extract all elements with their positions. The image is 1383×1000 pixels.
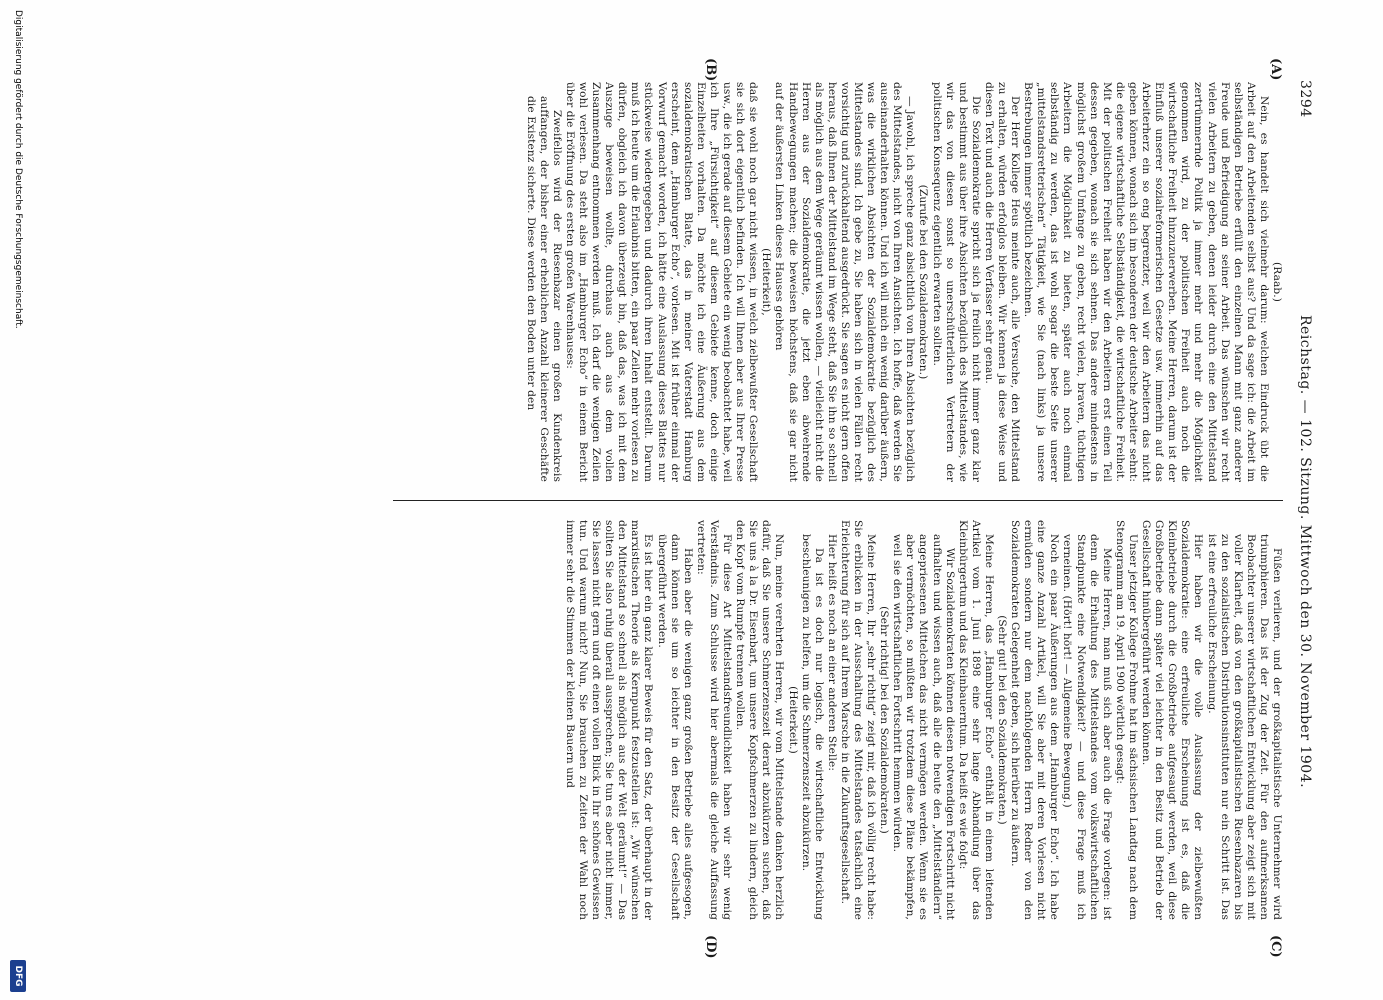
margin-mark-b: (B) [703,58,718,82]
paragraph: Der Herr Kollege Heus meinte auch, alle Versuche, den Mittelstand zu erhalten, würden erfolglos bleiben. Wir kennen ja diese Weise und diesen Text und auch die Herren Verfasser sehr genau. [982,82,1022,482]
quotation: Haben aber die wenigen ganz großen Betriebe alles aufgesogen, dann können sie um so leichter in den Besitz der Gesellschaft übergeführt werden. [655,534,694,920]
paragraph: Hier heißt es noch an einer anderen Stelle: [825,534,838,772]
margin-mark-d: (D) [703,935,718,959]
page-footer [6,0,28,1000]
paragraph: Die Sozialdemokratie spricht sich ja freilich nicht immer ganz klar und bestimmt aus über ihre Absichten bezüglich des Mittelstandes, wie wir das von diesen sonst so unerschütterlichen Vertretern der politischen Konsequenz eigentlich erwarten sollten. [930,82,982,482]
right-column [563,520,1283,920]
paragraph: Hier haben wir die volle Auslassung der zielbewußten Sozialdemokratie: eine erfreuliche Erscheinung ist es, daß die Kleinbetriebe durch die Großbetriebe aufgesaugt werden, weil diese Großbetriebe dann später viel leichter in den Besitz und Betrieb der Gesellschaft hinübergeführt werden können. [1140,520,1205,920]
paragraph: Unser jetziger Kollege Frohme hat im sächsischen Landtag nach dem Stenogramm am 19. April 1900 wörtlich gesagt: [1113,520,1139,920]
quotation: Wir Sozialdemokraten können diesen notwendigen Fortschritt nicht aufhalten und wissen auch, daß alle die heute den „Mittelständlern“ angepriesenen Mittelchen das nicht vermögen werden. Wenn sie es aber vermöchten, so müßten wir trotzdem diese Pläne bekämpfen, weil sie den wirtschaftlichen Fortschritt hemmen würden. [891,534,956,920]
dfg-logo: DFG [10,960,26,992]
interjection: (Sehr richtig! bei den Sozialdemokraten.) [878,606,891,834]
interjection: (Heiterkeit.) [786,686,799,754]
interjection: (Sehr gut! bei den Sozialdemokraten.) [996,615,1009,825]
paragraph: Meine Herren, Ihr „sehr richtig“ zeigt mir, daß ich völlig recht habe: Sie erblicken in der Ausschaltung des Mittelstandes tatsächlich eine Erleichterung für sich auf Ihrem Marsche in die Zukunftsgesellschaft. [838,520,878,920]
quotation: Meine Herren, man muß sich aber auch die Frage vorlegen: ist denn die Erhaltung des Mittelstandes vom volkswirtschaftlichen Standpunkte eine Notwendigkeit? — und diese Frage muß ich verneinen. (Hört! hört! — Allgemeine Bewegung.) [1061,534,1113,920]
speaker-name: (Raab.) [1271,262,1283,302]
paragraph: Es ist hier ein ganz klarer Beweis für den Satz, der überhaupt in der marxistischen Theorie als Kernpunkt festzustellen ist: „Wir wünschen den Mittelstand so schnell als möglich aus der Welt geräumt!“ — Das sollten Sie also ruhig überall aussprechen; Sie tun es aber nicht immer, Sie lassen nicht gern und oft einen vollen Blick in Ihr schönes Gewissen tun. Und warum nicht? Nun, Sie brauchen zu Zeiten der Wahl noch immer sehr die Stimmen der kleinen Bauern und [563,520,655,920]
quotation: Zweifellos wird der Riesenbazar einen großen Kundenkreis auffangen, der bisher einer erheblichen Anzahl kleinerer Geschäfte die Existenz sicherte. Diese werden den Boden unter den [524,96,563,482]
margin-mark-a: (A) [1268,58,1283,81]
column-divider [393,500,1283,501]
paragraph: Nun, meine verehrten Herren, wir vom Mittelstande danken herzlich dafür, daß Sie unsere Schmerzenszeit derart abzukürzen suchen, daß Sie uns à la Dr. Eisenbart, um unsere Kopfschmerzen zu lindern, gleich den Kopf vom Rumpfe trennen wollen. [734,520,786,920]
page-number: 3294 [1297,80,1313,118]
interjection: (Zurufe bei den Sozialdemokraten.) [917,184,930,380]
paragraph: Nein, es handelt sich vielmehr darum: welchen Eindruck übt die Arbeit auf den Arbeitenden selbst aus? Und da sage ich: die Arbeit im selbständigen Betriebe erfüllt den einzelnen Mann mit ganz anderer Freude und Befriedigung an seiner Arbeit. Das wünschen wir recht vielen Arbeitern zu geben, denen leider durch eine den Mittelstand zertrümmernde Politik ja immer mehr und mehr die Möglichkeit genommen wird, zu der politischen Freiheit auch noch die wirtschaftliche Freiheit hinzuzuerwerben. Meine Herren, darum ist der Einfluß unserer sozialreformerischen Gesetze usw. immerhin auf das Arbeiterherz ein so eng begrenzter, weil wir den Arbeitern das nicht geben können, wonach sich im besonderen der deutsche Arbeiter sehnt: die eigene wirtschaftliche Selbständigkeit, die wirtschaftliche Freiheit. Mit der politischen Freiheit haben wir den Arbeitern erst einen Teil dessen gegeben, wonach sie sich sehnen. Das andere mindestens in möglichst großem Umfange zu geben, recht vielen, braven, tüchtigen Arbeitern die Möglichkeit zu bieten, später auch noch einmal selbständig zu werden, das ist wohl sogar die beste Seite unserer „mittelstandsretterischen“ Tätigkeit, wie Sie (nach links) ja unsere Bestrebungen immer spöttlich bezeichnen. [1022,82,1270,482]
paragraph: Noch ein paar Äußerungen aus dem „Hamburger Echo“. Ich habe eine ganze Anzahl Artikel, will Sie aber mit deren Vorlesen nicht ermüden sondern nur dem nachfolgenden Herrn Redner von den Sozialdemokraten Gelegenheit geben, sich hierüber zu äußern. [1009,520,1061,920]
paragraph: Für diese Art Mittelstandsfreundlichkeit haben wir sehr wenig Verständnis. Zum Schlusse wird hier abermals die gleiche Auffassung vertreten: [694,520,734,920]
left-column [524,82,1283,482]
funding-notice: Digitalisierung gefördert durch die Deutsche Forschungsgemeinschaft. [13,10,23,329]
interjection: (Heiterkeit), [760,248,773,316]
page-running-head: Reichstag. — 102. Sitzung. Mittwoch den 30. November 1904. [1297,315,1313,789]
paragraph: daß sie wohl noch gar nicht wissen, in welch zielbewußter Gesellschaft sie sich dort eigentlich befinden. Ich will Ihnen aber aus Ihrer Presse usw., die ich gerade auf diesem Gebiete ein wenig beobachtet habe, weil ich Ihre „Fürsichtigkeit“ auf diesem Gebiete kenne, doch einige Einzelheiten vorhalten. Da möchte ich eine Äußerung aus dem sozialdemokratischen Blatte, das in meiner Vaterstadt Hamburg erscheint, dem „Hamburger Echo“, vorlesen. Mit ist früher einmal der Vorwurf gemacht worden, ich hätte eine Auslassung dieses Blattes nur stückweise wiedergegeben und dadurch ihren Inhalt entstellt. Darum muß ich heute um die Erlaubnis bitten, ein paar Zeilen mehr vorlesen zu dürfen, obgleich ich davon überzeugt bin, daß das, was ich mit dem Auszuge beweisen wollte, durchaus auch aus dem vollen Zusammenhang entnommen werden muß. Ich darf die wenigen Zeilen wohl verlesen. Da steht also im „Hamburger Echo“ in einem Bericht über die Eröffnung des ersten großen Warenhauses: [563,82,760,482]
page-header [1289,80,1313,925]
margin-mark-c: (C) [1268,935,1283,958]
paragraph: Meine Herren, das „Hamburger Echo“ enthält in einem leitenden Artikel vom 1. Juni 1898 eine sehr lange Abhandlung über das Kleinbürgertum und das Kleinbauerntum. Da heißt es wie folgt: [956,520,995,920]
paragraph: — Jawohl, ich spreche ganz absichtlich von Ihren Absichten bezüglich des Mittelstandes, nicht von Ihren Ansichten. Ich hoffe, daß werden Sie auseinanderhalten können. Und ich will mich ein wenig darüber äußern, was die wirklichen Absichten der Sozialdemokratie bezüglich des Mittelstandes sind. Ich gebe zu, Sie haben sich in vielen Fällen recht vorsichtig und zurückhaltend ausgedrückt. Sie sagen es nicht gern offen heraus, daß Ihnen der Mittelstand im Wege steht, daß Sie ihn so schnell als möglich aus dem Wege geräumt wissen wollen, — vielleicht nicht die Herren aus der Sozialdemokratie, die jetzt eben abwehrende Handbewegungen machen; die beweisen höchstens, daß sie gar nicht auf der äußersten Linken dieses Hauses gehören [773,82,917,482]
quotation: Da ist es doch nur logisch, die wirtschaftliche Entwicklung beschleunigen zu helfen, um die Schmerzenszeit abzukürzen. [799,534,825,920]
quotation: Füßen verlieren, und der großkapitalistische Unternehmer wird triumphieren. Das ist der Zug der Zeit. Für den aufmerksamen Beobachter unserer wirtschaftlichen Entwicklung aber zeigt sich mit voller Klarheit, daß von den großkapitalistischen Riesenbazaren bis zu den sozialistischen Distributionsinstituten nur ein Schritt ist. Das ist eine erfreuliche Erscheinung. [1205,534,1283,920]
